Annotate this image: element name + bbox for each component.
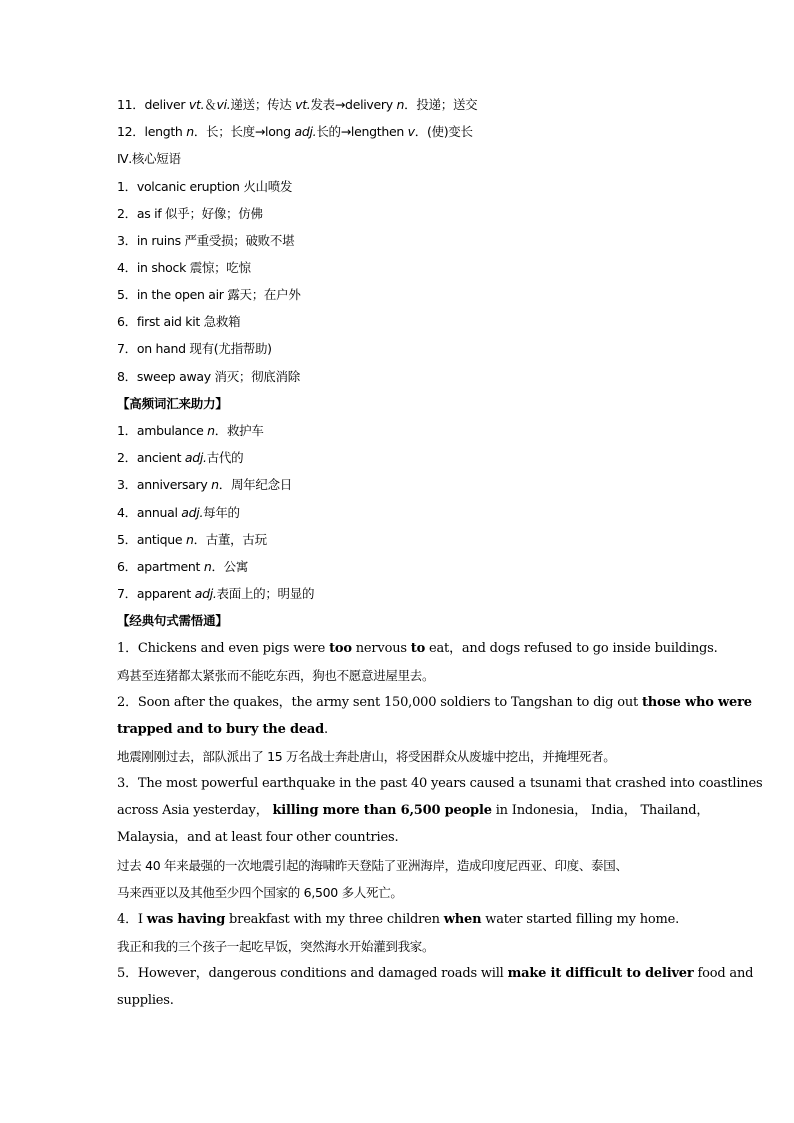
- item-number: 1．: [117, 423, 137, 438]
- text: breakfast with my three children: [225, 912, 444, 927]
- meaning: 古代的: [206, 450, 244, 465]
- high-freq-item: [117, 505, 687, 521]
- phrase-item: 8．sweep away 消灭；彻底消除: [117, 369, 300, 384]
- text: 1．Chickens and even pigs were: [117, 641, 330, 656]
- item-number: 6．: [117, 559, 137, 574]
- sentence-3-chinese: 过去 40 年来最强的一次地震引起的海啸昨天登陆了亚洲海岸，造成印度尼西亚、印度、泰国、: [117, 858, 628, 873]
- part-of-speech: adj.: [181, 505, 204, 520]
- part-of-speech: n: [207, 423, 215, 438]
- sentence-3-english-end: Malaysia，and at least four other countries.: [117, 830, 399, 845]
- meaning: ．周年纪念日: [218, 477, 292, 492]
- part-of-speech: vi.: [216, 97, 231, 112]
- sentence-3-english-cont: [117, 803, 710, 819]
- item-number: 5．: [117, 532, 137, 547]
- part-of-speech: n: [203, 559, 212, 574]
- word: deliver: [144, 97, 189, 112]
- high-freq-item: [117, 532, 687, 548]
- sentence-2-english-cont: [117, 722, 687, 738]
- item-number: 7．: [117, 586, 137, 601]
- sentence-3-chinese-cont: 马来西亚以及其他至少四个国家的 6,500 多人死亡。: [117, 885, 403, 900]
- word: anniversary: [136, 477, 212, 492]
- item-number: 11．: [117, 97, 145, 112]
- high-freq-item: [117, 477, 687, 493]
- part-of-speech: v: [407, 124, 415, 139]
- high-freq-item: [117, 450, 687, 466]
- word: apparent: [136, 586, 195, 601]
- text: 2．Soon after the quakes，the army sent 150,000 soldiers to Tangshan to dig out: [117, 695, 642, 710]
- emphasis: trapped and to bury the dead: [117, 722, 325, 737]
- item-number: 12．: [117, 124, 145, 139]
- part-of-speech: adj.: [194, 586, 217, 601]
- part-of-speech: n: [396, 97, 405, 112]
- vocab-item-11: [117, 97, 687, 113]
- phrase-item: 6．first aid kit 急救箱: [117, 314, 241, 329]
- connector: ＆: [204, 97, 217, 112]
- emphasis: to: [410, 641, 426, 656]
- phrase-item: 2．as if 似乎；好像；仿佛: [117, 206, 263, 221]
- sentence-1-chinese: 鸡甚至连猪都太紧张而不能吃东西，狗也不愿意进屋里去。: [117, 668, 435, 683]
- phrase-item: 4．in shock 震惊；吃惊: [117, 260, 251, 275]
- meaning: 发表→delivery: [310, 97, 397, 112]
- meaning: ．(使)变长: [414, 124, 473, 139]
- phrase-item: 7．on hand 现有(尤指帮助): [117, 341, 272, 356]
- text: 4．I: [117, 912, 147, 927]
- sentence-4-chinese: 我正和我的三个孩子一起吃早饭，突然海水开始灌到我家。: [117, 939, 435, 954]
- sentence-5-english: [117, 966, 754, 982]
- text: across Asia yesterday，: [117, 803, 273, 818]
- section-heading-phrases: Ⅳ.核心短语: [117, 151, 181, 166]
- vocab-item-12: [117, 124, 687, 140]
- item-number: 2．: [117, 450, 137, 465]
- sentence-5-english-cont: supplies.: [117, 993, 174, 1008]
- meaning: 每年的: [203, 505, 240, 520]
- part-of-speech: n: [185, 532, 194, 547]
- phrase-item: 5．in the open air 露天；在户外: [117, 287, 301, 302]
- emphasis: those who were: [641, 695, 752, 710]
- high-freq-item: [117, 423, 687, 439]
- meaning: 长的→lengthen: [316, 124, 408, 139]
- meaning: ．投递；送交: [404, 97, 478, 112]
- part-of-speech: adj.: [294, 124, 317, 139]
- sentence-4-english: [117, 912, 687, 928]
- emphasis: make it difficult to deliver: [507, 966, 694, 981]
- section-heading-high-freq: 【高频词汇来助力】: [117, 396, 228, 411]
- emphasis: when: [443, 912, 482, 927]
- word: annual: [136, 505, 182, 520]
- meaning: 表面上的；明显的: [216, 586, 315, 601]
- sentence-2-english: [117, 695, 752, 711]
- text: in Indonesia， India， Thailand，: [491, 803, 710, 818]
- high-freq-item: [117, 559, 687, 575]
- word: length: [144, 124, 187, 139]
- sentence-1-english: [117, 641, 718, 657]
- text: nervous: [351, 641, 411, 656]
- high-freq-item: [117, 586, 687, 602]
- meaning: ．长；长度→long: [193, 124, 295, 139]
- emphasis: killing more than 6,500 people: [272, 803, 492, 818]
- meaning: 递送；传达: [230, 97, 296, 112]
- word: ambulance: [136, 423, 208, 438]
- part-of-speech: vt.: [188, 97, 205, 112]
- part-of-speech: n: [186, 124, 194, 139]
- text: water started filling my home.: [481, 912, 680, 927]
- part-of-speech: adj.: [184, 450, 207, 465]
- section-heading-sentences: 【经典句式需悟通】: [117, 613, 228, 628]
- emphasis: was having: [146, 912, 226, 927]
- sentence-3-english: 3．The most powerful earthquake in the past 40 years caused a tsunami that crashed into coastlines: [117, 776, 763, 791]
- emphasis: too: [329, 641, 352, 656]
- meaning: ．救护车: [214, 423, 264, 438]
- meaning: ．古董，古玩: [193, 532, 267, 547]
- word: ancient: [136, 450, 185, 465]
- part-of-speech: n: [211, 477, 219, 492]
- part-of-speech: vt.: [295, 97, 311, 112]
- text: .: [324, 722, 328, 737]
- text: food and: [693, 966, 754, 981]
- meaning: ．公寓: [211, 559, 249, 574]
- item-number: 4．: [117, 505, 137, 520]
- sentence-2-chinese: 地震刚刚过去，部队派出了 15 万名战士奔赴唐山，将受困群众从废墟中挖出，并掩埋死者。: [117, 749, 616, 764]
- text: eat，and dogs refused to go inside buildings.: [425, 641, 718, 656]
- phrase-item: 1．volcanic eruption 火山喷发: [117, 179, 293, 194]
- word: antique: [136, 532, 186, 547]
- text: 5．However，dangerous conditions and damaged roads will: [117, 966, 508, 981]
- word: apartment: [136, 559, 204, 574]
- item-number: 3．: [117, 477, 137, 492]
- phrase-item: 3．in ruins 严重受损；破败不堪: [117, 233, 295, 248]
